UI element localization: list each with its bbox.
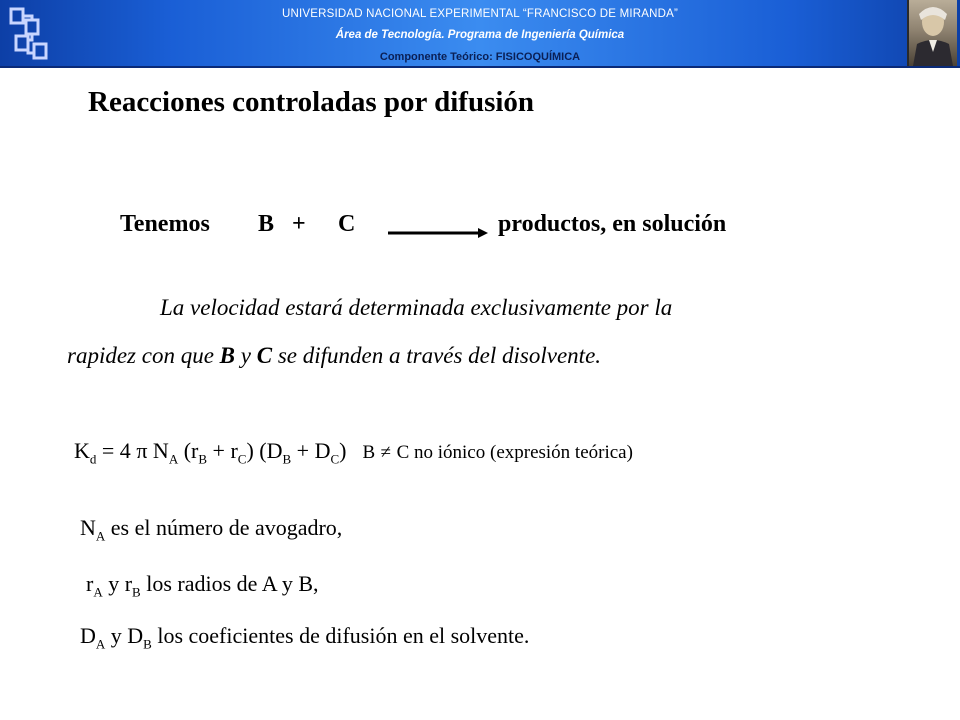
reaction-plus: + — [292, 211, 306, 237]
page-title: Reacciones controladas por difusión — [88, 86, 535, 118]
explanation-b: B — [219, 343, 236, 368]
explanation-text-a: rapidez con que — [67, 343, 214, 368]
explanation-line-2 — [67, 343, 601, 369]
def-na-sub: A — [95, 528, 106, 544]
formula-pi: π — [136, 438, 148, 463]
explanation-c: C — [256, 343, 273, 368]
reaction-lead: Tenemos — [120, 211, 210, 237]
def-r-sym: r — [86, 571, 94, 596]
reaction-arrow-icon — [388, 228, 488, 238]
def-d-mid: y D — [105, 623, 144, 648]
formula-close1: ) (D — [246, 438, 283, 463]
formula-rb-sub: B — [198, 451, 208, 467]
university-name: UNIVERSIDAD NACIONAL EXPERIMENTAL “FRANCISCO DE MIRANDA” — [281, 8, 679, 20]
formula-eq: = 4 — [96, 438, 137, 463]
reactant-b: B — [258, 211, 275, 237]
formula-note-b: B — [362, 442, 376, 463]
def-d-sym: D — [80, 623, 96, 648]
reactant-c: C — [338, 211, 356, 237]
formula-db-sub: B — [282, 451, 292, 467]
formula-dc-sub: C — [330, 451, 340, 467]
explanation-y: y — [240, 343, 251, 368]
def-d-sub: A — [95, 636, 106, 652]
def-r-sub: A — [93, 584, 103, 600]
formula-n-sub: A — [168, 451, 179, 467]
portrait-figure — [909, 0, 957, 66]
def-na-sym: N — [80, 515, 96, 540]
def-d-text: los coeficientes de difusión en el solvente. — [151, 623, 530, 648]
reaction-products: productos, en solución — [498, 211, 727, 237]
def-d-sub2: B — [143, 636, 152, 652]
formula-close2: ) — [339, 438, 347, 463]
def-na-text: es el número de avogadro, — [105, 515, 343, 540]
formula-plus1: + r — [207, 438, 238, 463]
def-r-mid: y r — [102, 571, 133, 596]
def-r-text: los radios de A y B, — [140, 571, 319, 596]
diffusion-rate-formula — [74, 438, 633, 467]
explanation-line-1: La velocidad estará determinada exclusivamente por la — [160, 295, 673, 320]
formula-note: C no iónico (expresión teórica) — [396, 442, 633, 463]
formula-rc-sub: C — [237, 451, 247, 467]
portrait-image — [907, 0, 957, 66]
def-r-sub2: B — [132, 584, 141, 600]
university-logo-icon — [8, 6, 52, 62]
formula-k-sub: d — [89, 451, 97, 467]
program-name: Área de Tecnología. Programa de Ingeniería Química — [335, 29, 625, 41]
formula-k: K — [74, 438, 90, 463]
formula-neq: ≠ — [380, 442, 392, 463]
definition-diffusion — [80, 623, 529, 652]
formula-n: N — [147, 438, 169, 463]
component-name: Componente Teórico: FISICOQUÍMICA — [379, 51, 581, 63]
header-divider — [0, 66, 960, 68]
definition-na — [80, 515, 342, 544]
explanation-text-b: se difunden a través del disolvente. — [277, 343, 602, 368]
definition-radii — [86, 571, 319, 600]
formula-open1: (r — [178, 438, 199, 463]
formula-plus2: + D — [291, 438, 331, 463]
